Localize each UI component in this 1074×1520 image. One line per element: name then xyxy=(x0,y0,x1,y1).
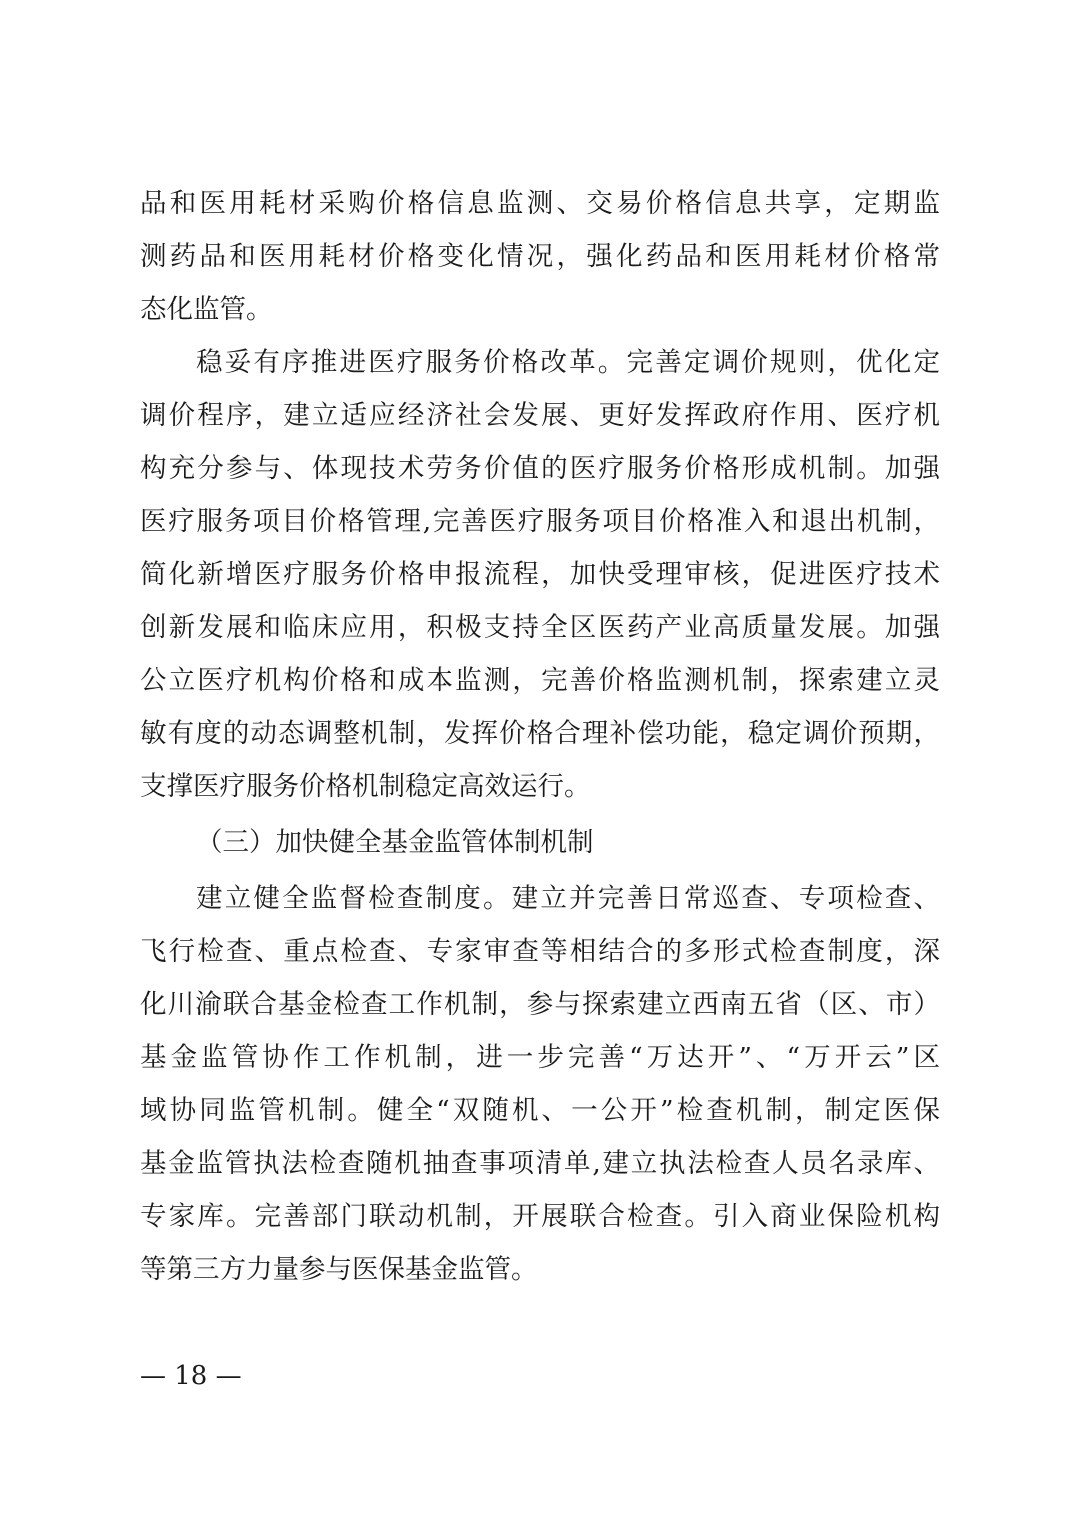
paragraph-1-line-3: 态化监管。 xyxy=(140,294,273,325)
paragraph-2-line-5: 简化新增医疗服务价格申报流程，加快受理审核，促进医疗技术 xyxy=(140,559,940,590)
paragraph-1-line-2: 测药品和医用耗材价格变化情况，强化药品和医用耗材价格常 xyxy=(140,241,940,272)
paragraph-2-line-9: 支撑医疗服务价格机制稳定高效运行。 xyxy=(140,771,591,802)
paragraph-2-line-8: 敏有度的动态调整机制，发挥价格合理补偿功能，稳定调价预期， xyxy=(140,718,940,749)
paragraph-2-line-3: 构充分参与、体现技术劳务价值的医疗服务价格形成机制。加强 xyxy=(140,453,940,484)
paragraph-2-line-6: 创新发展和临床应用，积极支持全区医药产业高质量发展。加强 xyxy=(140,612,940,643)
paragraph-3-line-8: 等第三方力量参与医保基金监管。 xyxy=(140,1254,538,1285)
page-number: — 18 — xyxy=(140,1361,242,1391)
paragraph-3-line-2: 飞行检查、重点检查、专家审查等相结合的多形式检查制度，深 xyxy=(140,936,940,967)
paragraph-1-line-1: 品和医用耗材采购价格信息监测、交易价格信息共享，定期监 xyxy=(140,188,940,219)
paragraph-3-line-5: 域协同监管机制。健全“双随机、一公开”检查机制，制定医保 xyxy=(140,1095,940,1126)
paragraph-2-line-7: 公立医疗机构价格和成本监测，完善价格监测机制，探索建立灵 xyxy=(140,665,940,696)
paragraph-3-line-1: 建立健全监督检查制度。建立并完善日常巡查、专项检查、 xyxy=(196,883,940,914)
paragraph-3-line-6: 基金监管执法检查随机抽查事项清单,建立执法检查人员名录库、 xyxy=(140,1148,940,1179)
section-heading: （三）加快健全基金监管体制机制 xyxy=(196,827,594,858)
paragraph-3-line-4: 基金监管协作工作机制，进一步完善“万达开”、“万开云”区 xyxy=(140,1042,940,1073)
paragraph-2-line-1: 稳妥有序推进医疗服务价格改革。完善定调价规则，优化定 xyxy=(196,347,940,378)
paragraph-2-line-2: 调价程序，建立适应经济社会发展、更好发挥政府作用、医疗机 xyxy=(140,400,940,431)
paragraph-2-line-4: 医疗服务项目价格管理,完善医疗服务项目价格准入和退出机制， xyxy=(140,506,940,537)
paragraph-3-line-3: 化川渝联合基金检查工作机制，参与探索建立西南五省（区、市） xyxy=(140,989,940,1020)
paragraph-3-line-7: 专家库。完善部门联动机制，开展联合检查。引入商业保险机构 xyxy=(140,1201,940,1232)
